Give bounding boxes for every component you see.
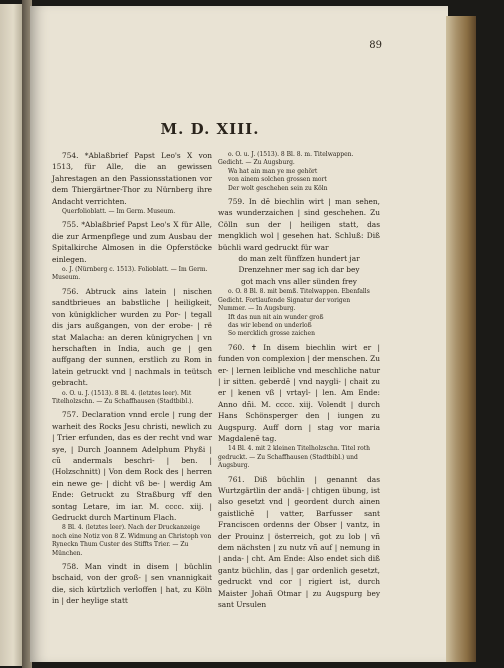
page-number: 89 — [369, 40, 382, 51]
verse-quote: Ift das nun nit ain wunder groß das wir lebend on underloß So mercklich grosse zaichen — [228, 313, 324, 338]
facing-page-edge — [0, 4, 22, 666]
entry-note: 14 Bl. 4. mit 2 kleinen Titelholzschn. Titel roth gedruckt. — Zu Schaffhausen (Stadtbibl.) und Augsburg. — [218, 445, 370, 470]
verse-quote: Wa hat ain man ye me gehört von ainem solchen grossen mort Der wolt geschehen sein zu Köln — [228, 167, 328, 192]
entry-756 — [52, 286, 212, 406]
entry-759 — [218, 196, 380, 339]
entry-text: 761. Diß büchlin | genannt das Wurtzgärtlin der andä- | chtigen übung, ist also gesetzt vnd | geordent durch ainen gaistlichē | vatter, Barfusser sant Franciscen ordenns der Obser | vantz, in der Prouinz | österreich, got zu lob | vñ dem nächsten | zu nutz vñ auf | nemung in | anda- | cht. Am Ende: Also endet sich diß gantz büchlin, das | gar ordenlich gesetzt, gedruckt vnd cor | rigiert ist, durch Maister Johañ Otmar | zu Augspurg bey sant Ursulen — [218, 474, 380, 610]
entry-760 — [218, 342, 380, 471]
entry-text: 758. Man vindt in disem | büchlin bschaid, von der groß- | sen vnannigkait die, sich kürtzlich verloffen | hat, zu Köln in | der heylige statt — [52, 562, 212, 606]
entry-note: o. O. u. J. (1513). 8 Bl. 8. m. Titelwappen. Gedicht. — Zu Augsburg. — [218, 151, 354, 167]
entry-note: o. O. 8 Bl. 8. mit bemß. Titelwappen. Ebenfalls Gedicht. Fortlaufende Signatur der vorigen Nummer. — In Augsburg. — [218, 288, 370, 313]
entry-text: 757. Declaration vnnd ercle | rung der warheit des Rocks Jesu christi, newlich zu | Trier erfunden, das es der recht vnd war sye, | Durch Joannem Adelphum Phyßi | cũ andermals beschri- | ben. | (Holzschnitt) | Von dem Rock des | herren ein newe ge- | dicht vß be- | werdig Am Ende: Getruckt zu Straßburg vff den sontag Letare, im iar. M. cccc. xiij. | Gedruckt durch Martinum Flach. — [52, 410, 212, 522]
verse-lines: do man zelt fünffzen hundert jar Drenzehner mer sag ich dar bey got mach vns aller sünden frey — [238, 254, 360, 286]
entry-758-continued — [218, 151, 380, 193]
entry-757 — [52, 409, 212, 558]
entry-text: 760. ✝ In disem biechlin wirt er | funden von complexion | der menschen. Zu er- | lernen leibliche vnd meschliche natur | ir sitten. geberdē | vnd naygli- | chait zu er | kenen vß | vrtayl- | len. Am Ende: Anno dñi. M. cccc. xiij. Volendt | durch Hans Schönsperger den | iungen zu Augspurg. Auff dorn | stag vor maria Magdalenē tag. — [218, 342, 380, 443]
entry-text: 756. Abtruck ains latein | nischen sandtbrieues an babstliche | heiligkeit, von künigklicher wurden zu Por- | tegall dis jars außgangen, von der erobe- | rë stat Malacha: an deren künigrychen | vn herschaften in India, auch ge | gen auffgang der sunnen, erstlich zu Rom in latein getruckt vnd | nachmals in teütsch gebracht. — [52, 286, 212, 388]
entry-755 — [52, 219, 212, 282]
entry-note: Querfolioblatt. — Im Germ. Museum. — [62, 208, 176, 216]
entry-text: 755. *Ablaßbrief Papst Leo's X für Alle, die zur Armenpflege und zum Ausbau der Spitalkirche Almosen in die Opferstöcke einlegen. — [52, 220, 212, 264]
right-column — [218, 150, 380, 613]
page-stack-edge — [446, 16, 476, 662]
entry-note: o. O. u. J. (1513). 8 Bl. 4. (letztes leer). Mit Titelholzschn. — Zu Schaffhausen (Stadtbibl.). — [52, 389, 194, 405]
year-heading: M. D. XIII. — [160, 120, 260, 138]
entry-754 — [52, 150, 212, 216]
entry-note: 8 Bl. 4. (letztes leer). Nach der Druckanzeige noch eine Notiz von 8 Z. Widmung an Christoph von Ryneckn Thum Custer des Stiffts Trier. — Zu München. — [52, 524, 212, 557]
entry-text: 754. *Ablaßbrief Papst Leo's X von 1513, für Alle, die an gewissen Jahrestagen an den Passionsstationen vor dem Thiergärtner-Thor zu Nürnberg ihre Andacht verrichten. — [52, 151, 212, 206]
left-column — [52, 150, 212, 610]
entry-note: o. J. (Nürnberg c. 1513). Folioblatt. — Im Germ. Museum. — [52, 266, 208, 282]
entry-758 — [52, 561, 212, 607]
entry-text: 759. In dē biechlin wirt | man sehen, was wunderzaichen | sind geschehen. Zu Cölln sun der | heiligen statt, das mengklich wol | gesehen hat. Schluß: Diß büchli ward gedruckt für war — [218, 197, 380, 252]
entry-761 — [218, 474, 380, 611]
